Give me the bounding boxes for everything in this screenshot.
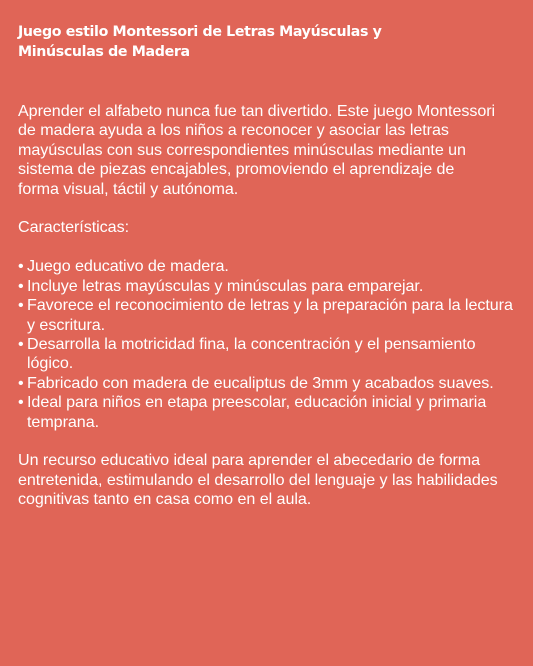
feature-text: Fabricado con madera de eucaliptus de 3mm y acabados suaves.: [27, 373, 494, 392]
feature-text: Favorece el reconocimiento de letras y la preparación para la lectura y escritura.: [27, 296, 513, 334]
bullet-icon: •: [18, 276, 24, 295]
bullet-icon: •: [18, 393, 24, 412]
feature-item: [18, 296, 515, 335]
feature-item: [18, 374, 515, 393]
product-title: Juego estilo Montessori de Letras Mayúsculas y Minúsculas de Madera: [18, 24, 382, 60]
bullet-icon: •: [18, 373, 24, 392]
feature-text: Desarrolla la motricidad fina, la concentración y el pensamiento lógico.: [27, 335, 476, 373]
feature-text: Ideal para niños en etapa preescolar, educación inicial y primaria temprana.: [27, 393, 487, 431]
bullet-icon: •: [18, 257, 24, 276]
feature-item: [18, 257, 515, 276]
feature-item: [18, 277, 515, 296]
feature-text: Juego educativo de madera.: [27, 257, 229, 276]
intro-paragraph: Aprender el alfabeto nunca fue tan divertido. Este juego Montessori de madera ayuda a los niños a reconocer y asociar las letras mayúsculas con sus correspondientes minúsculas mediante un sistema de piezas encajables, promoviendo el aprendizaje de forma visual, táctil y autónoma.: [18, 102, 496, 198]
bullet-icon: •: [18, 335, 24, 354]
closing-paragraph: Un recurso educativo ideal para aprender el abecedario de forma entretenida, estimulando el desarrollo del lenguaje y las habilidades cognitivas tanto en casa como en el aula.: [18, 451, 498, 508]
features-list: [18, 257, 515, 432]
bullet-icon: •: [18, 296, 24, 315]
feature-item: [18, 393, 515, 432]
features-heading: Características:: [18, 218, 129, 237]
feature-text: Incluye letras mayúsculas y minúsculas para emparejar.: [27, 276, 424, 295]
feature-item: [18, 335, 515, 374]
